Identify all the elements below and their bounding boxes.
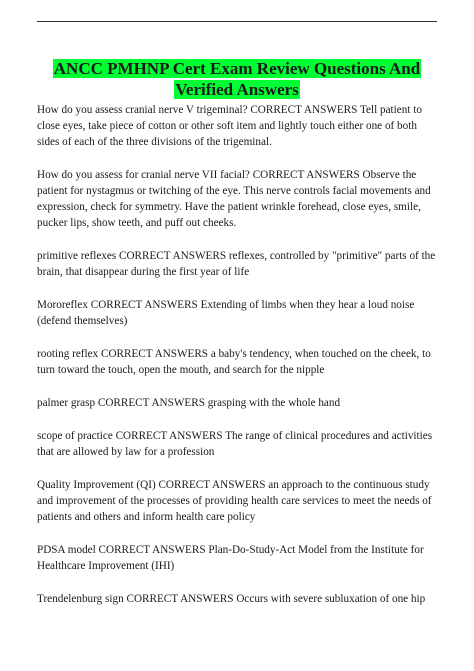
header-rule <box>37 21 437 22</box>
qa-entry-palmer-grasp: palmer grasp CORRECT ANSWERS grasping with the whole hand <box>37 397 341 409</box>
qa-entry-scope-of-practice: scope of practice CORRECT ANSWERS The range of clinical procedures and activities that are allowed by law for a profession <box>37 430 433 458</box>
qa-entry-primitive-reflexes: primitive reflexes CORRECT ANSWERS reflexes, controlled by "primitive" parts of the brain, that disappear during the first year of life <box>37 250 436 278</box>
document-title <box>37 58 437 100</box>
qa-entry-facial-nerve: How do you assess for cranial nerve VII facial? CORRECT ANSWERS Observe the patient for nystagmus or twitching of the eye. This nerve controls facial movements and expression, check for symmetry. Have the patient wrinkle forehead, close eyes, smile, pucker lips, show teeth, and puff out cheeks. <box>37 169 431 229</box>
qa-entry-trigeminal: How do you assess cranial nerve V trigeminal? CORRECT ANSWERS Tell patient to close eyes, take piece of cotton or other soft item and lightly touch either one of both sides of each of the three divisions of the trigeminal. <box>37 104 422 148</box>
qa-entry-pdsa-model: PDSA model CORRECT ANSWERS Plan-Do-Study-Act Model from the Institute for Healthcare Improvement (IHI) <box>37 544 424 572</box>
qa-entry-trendelenburg-sign: Trendelenburg sign CORRECT ANSWERS Occurs with severe subluxation of one hip <box>37 593 426 605</box>
qa-entry-rooting-reflex: rooting reflex CORRECT ANSWERS a baby's tendency, when touched on the cheek, to turn toward the touch, open the mouth, and search for the nipple <box>37 348 431 376</box>
qa-list <box>37 102 437 624</box>
qa-entry-quality-improvement: Quality Improvement (QI) CORRECT ANSWERS an approach to the continuous study and improvement of the processes of providing health care services to meet the needs of patients and others and inform health care policy <box>37 479 432 523</box>
title-highlight: ANCC PMHNP Cert Exam Review Questions And Verified Answers <box>53 59 421 99</box>
qa-entry-mororeflex: Mororeflex CORRECT ANSWERS Extending of limbs when they hear a loud noise (defend themselves) <box>37 299 415 327</box>
